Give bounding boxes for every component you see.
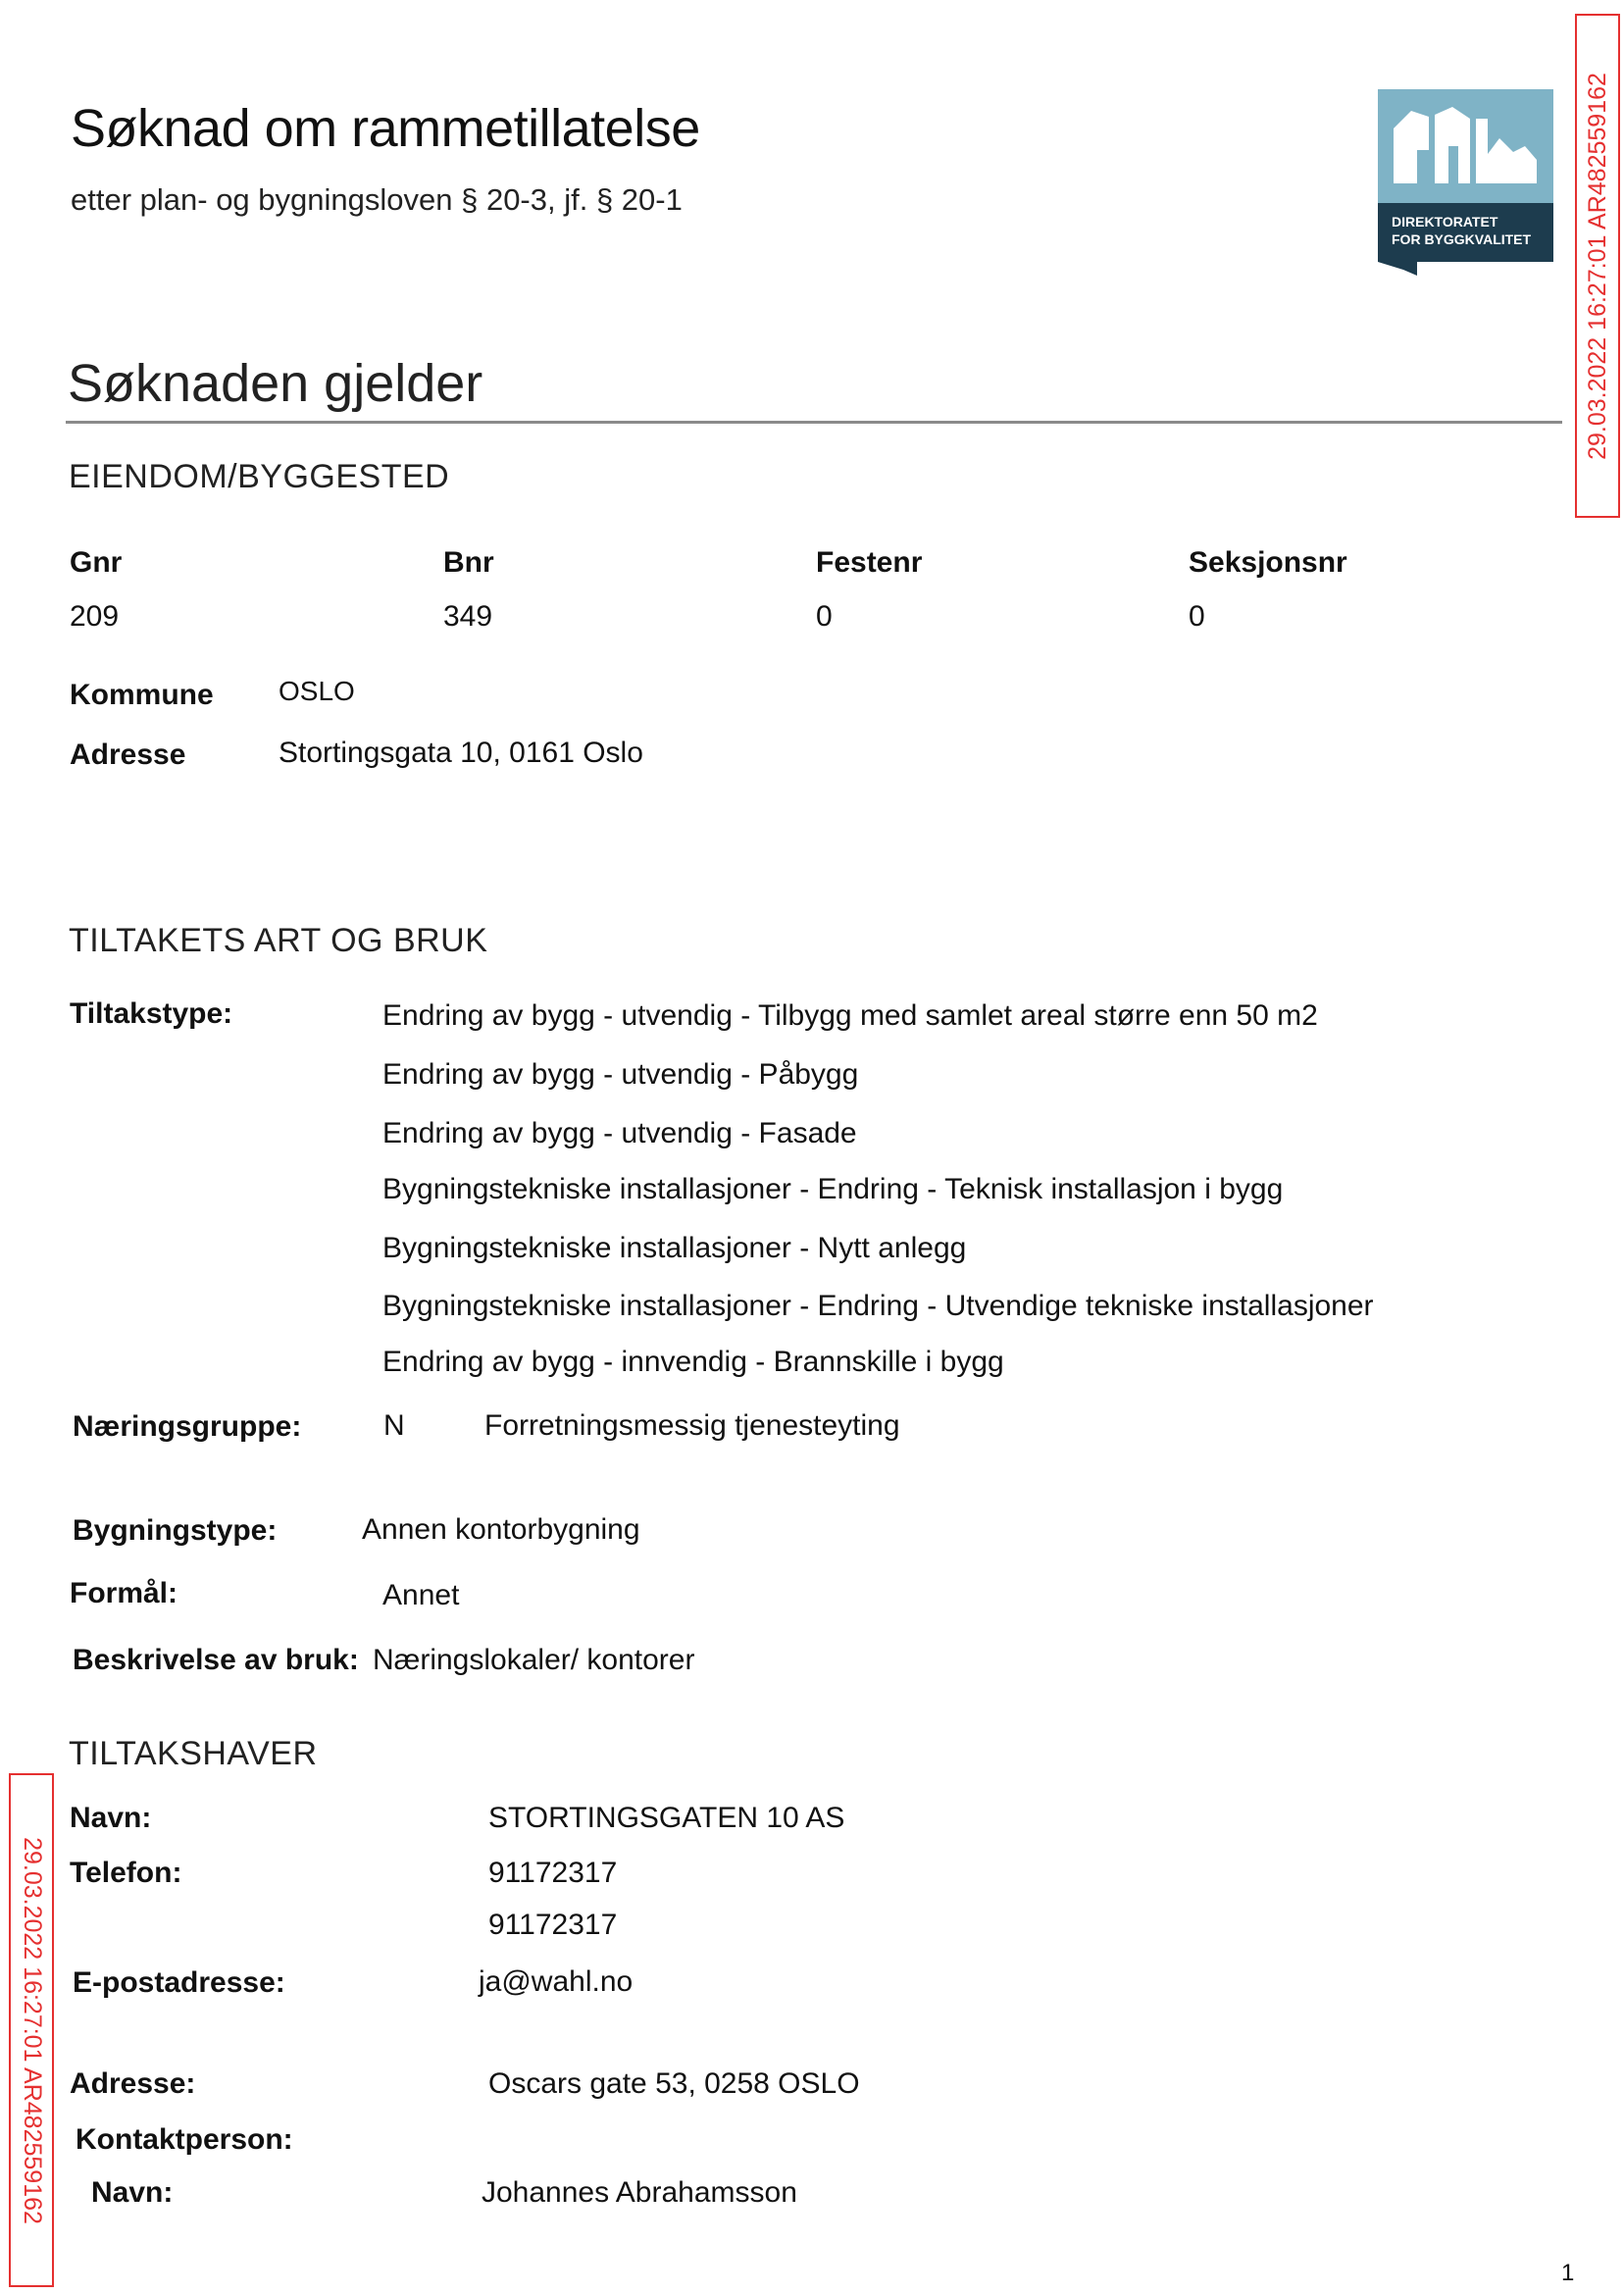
naeringsgruppe-label: Næringsgruppe:: [73, 1410, 302, 1443]
telefon-value: 91172317: [488, 1857, 618, 1889]
eiendom-heading: EIENDOM/BYGGESTED: [69, 458, 450, 495]
kommune-label: Kommune: [70, 679, 214, 711]
tiltakstype-item: Endring av bygg - innvendig - Brannskille i bygg: [382, 1346, 1004, 1378]
formaal-label: Formål:: [70, 1577, 178, 1609]
kommune-value: OSLO: [279, 676, 355, 706]
bruk-value: Næringslokaler/ kontorer: [373, 1644, 695, 1676]
section-divider: [66, 421, 1562, 424]
festenr-value: 0: [816, 600, 833, 633]
stamp-text: 29.03.2022 16:27:01 AR482559162: [18, 1836, 46, 2224]
dibk-logo: [1378, 89, 1553, 276]
bruk-label: Beskrivelse av bruk:: [73, 1644, 359, 1676]
tiltakstype-item: Endring av bygg - utvendig - Påbygg: [382, 1058, 859, 1091]
tiltakstype-item: Bygningstekniske installasjoner - Endring - Teknisk installasjon i bygg: [382, 1173, 1284, 1205]
telefon-label: Telefon:: [70, 1857, 182, 1889]
navn-label: Navn:: [70, 1802, 152, 1834]
tiltakstype-item: Bygningstekniske installasjoner - Nytt anlegg: [382, 1232, 967, 1264]
epost-value: ja@wahl.no: [479, 1965, 634, 1998]
tiltakstype-item: Bygningstekniske installasjoner - Endring - Utvendige tekniske installasjoner: [382, 1290, 1374, 1322]
adresse-label: Adresse: [70, 739, 186, 771]
epost-label: E-postadresse:: [73, 1966, 285, 1999]
seksjonsnr-label: Seksjonsnr: [1189, 546, 1347, 579]
kontaktperson-label: Kontaktperson:: [76, 2123, 293, 2156]
logo-text-line1: DIREKTORATET: [1392, 214, 1498, 229]
tiltak-heading: TILTAKETS ART OG BRUK: [69, 922, 488, 959]
seksjonsnr-value: 0: [1189, 600, 1205, 633]
navn-value: STORTINGSGATEN 10 AS: [488, 1802, 845, 1834]
tiltakstype-label: Tiltakstype:: [70, 997, 233, 1030]
naeringsgruppe-value: Forretningsmessig tjenesteyting: [484, 1409, 900, 1442]
bnr-label: Bnr: [443, 546, 494, 579]
kontakt-navn-label: Navn:: [91, 2176, 174, 2209]
formaal-value: Annet: [382, 1579, 460, 1611]
tiltakshaver-adresse-value: Oscars gate 53, 0258 OSLO: [488, 2067, 860, 2100]
tiltakstype-item: Endring av bygg - utvendig - Tilbygg med samlet areal større enn 50 m2: [382, 999, 1318, 1032]
timestamp-stamp-top: [1575, 14, 1620, 518]
stamp-text: 29.03.2022 16:27:01 AR482559162: [1583, 72, 1611, 460]
document-subtitle: etter plan- og bygningsloven § 20-3, jf. § 20-1: [71, 182, 683, 217]
bygningstype-value: Annen kontorbygning: [362, 1513, 640, 1546]
logo-text-line2: FOR BYGGKVALITET: [1392, 231, 1532, 247]
kontakt-navn-value: Johannes Abrahamsson: [482, 2176, 797, 2209]
telefon-value: 91172317: [488, 1909, 618, 1941]
gnr-label: Gnr: [70, 546, 123, 579]
tiltakshaver-adresse-label: Adresse:: [70, 2067, 196, 2100]
timestamp-stamp-left: [9, 1773, 54, 2287]
document-title: Søknad om rammetillatelse: [71, 99, 700, 158]
section-title: Søknaden gjelder: [68, 354, 483, 413]
adresse-value: Stortingsgata 10, 0161 Oslo: [279, 737, 643, 769]
dibk-logo-icon: [1378, 89, 1553, 276]
page-number: 1: [1561, 2260, 1575, 2286]
bygningstype-label: Bygningstype:: [73, 1514, 278, 1547]
tiltakstype-item: Endring av bygg - utvendig - Fasade: [382, 1117, 857, 1149]
naeringsgruppe-code: N: [383, 1409, 405, 1442]
festenr-label: Festenr: [816, 546, 923, 579]
gnr-value: 209: [70, 600, 120, 633]
tiltakshaver-heading: TILTAKSHAVER: [69, 1735, 318, 1772]
bnr-value: 349: [443, 600, 493, 633]
